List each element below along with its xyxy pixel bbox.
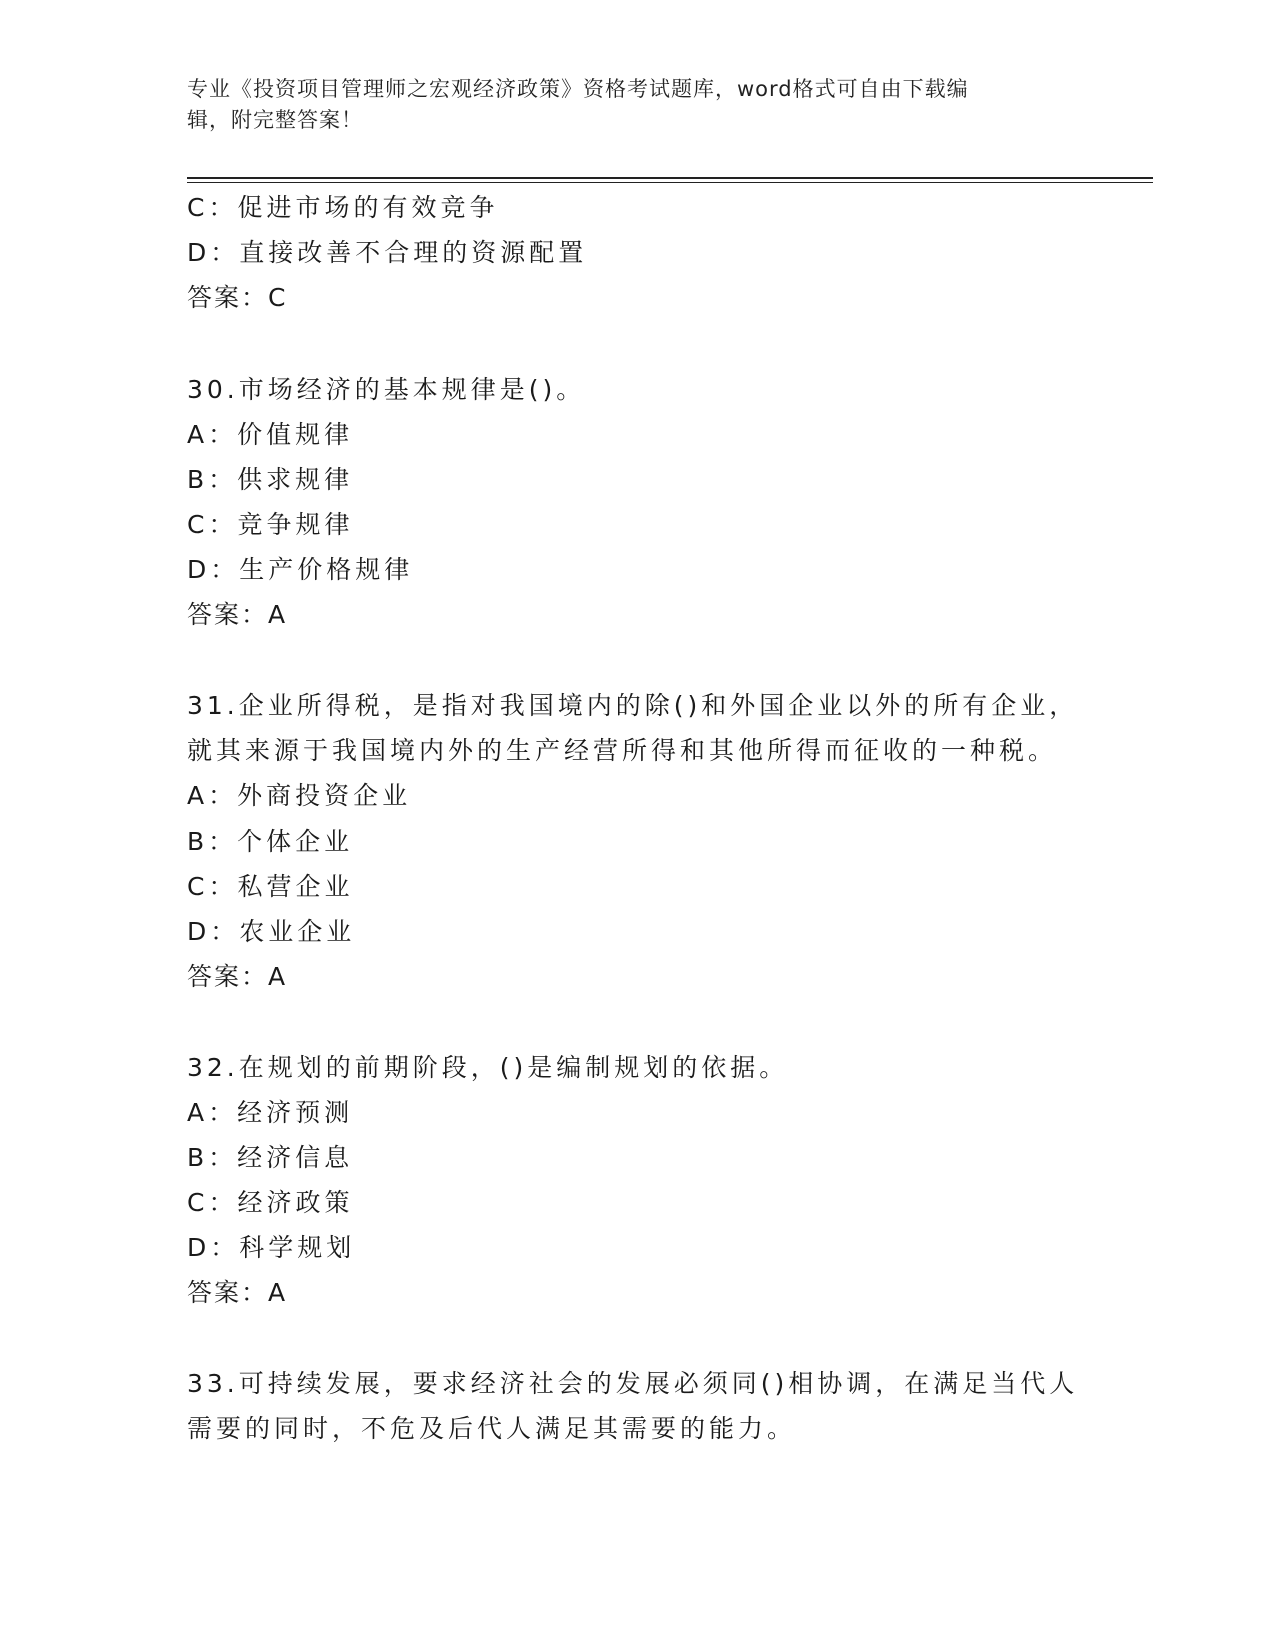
header-title-line2: 辑，附完整答案！ [187, 108, 363, 132]
q31-option-d: D：农业企业 [187, 917, 356, 946]
q30-stem: 30.市场经济的基本规律是()。 [187, 375, 586, 404]
q32-option-d: D：科学规划 [187, 1233, 356, 1262]
q29-option-c: C：促进市场的有效竞争 [187, 193, 499, 222]
q32-option-c: C：经济政策 [187, 1188, 354, 1217]
q31-option-b: B：个体企业 [187, 827, 354, 856]
q32-answer: 答案：A [187, 1278, 288, 1307]
q32-option-a: A：经济预测 [187, 1098, 354, 1127]
q30-answer: 答案：A [187, 600, 288, 629]
q31-option-a: A：外商投资企业 [187, 781, 412, 810]
q30-option-a: A：价值规律 [187, 420, 354, 449]
header-title-line1: 专业《投资项目管理师之宏观经济政策》资格考试题库，word格式可自由下载编 [187, 77, 969, 101]
page-header [187, 74, 1067, 136]
q31-stem-line2: 就其来源于我国境内外的生产经营所得和其他所得而征收的一种税。 [187, 736, 1058, 765]
header-divider-thin [187, 182, 1153, 183]
q32-option-b: B：经济信息 [187, 1143, 354, 1172]
q30-option-b: B：供求规律 [187, 465, 354, 494]
q31-option-c: C：私营企业 [187, 872, 354, 901]
q32-stem: 32.在规划的前期阶段，()是编制规划的依据。 [187, 1053, 789, 1082]
q29-answer: 答案：C [187, 283, 288, 312]
q33-stem-line2: 需要的同时，不危及后代人满足其需要的能力。 [187, 1414, 797, 1443]
q30-option-c: C：竞争规律 [187, 510, 354, 539]
q31-stem-line1: 31.企业所得税，是指对我国境内的除()和外国企业以外的所有企业， [187, 691, 1079, 720]
q29-option-d: D：直接改善不合理的资源配置 [187, 238, 588, 267]
q31-answer: 答案：A [187, 962, 288, 991]
header-divider-thick [187, 177, 1153, 179]
q30-option-d: D：生产价格规律 [187, 555, 414, 584]
q33-stem-line1: 33.可持续发展，要求经济社会的发展必须同()相协调，在满足当代人 [187, 1369, 1079, 1398]
